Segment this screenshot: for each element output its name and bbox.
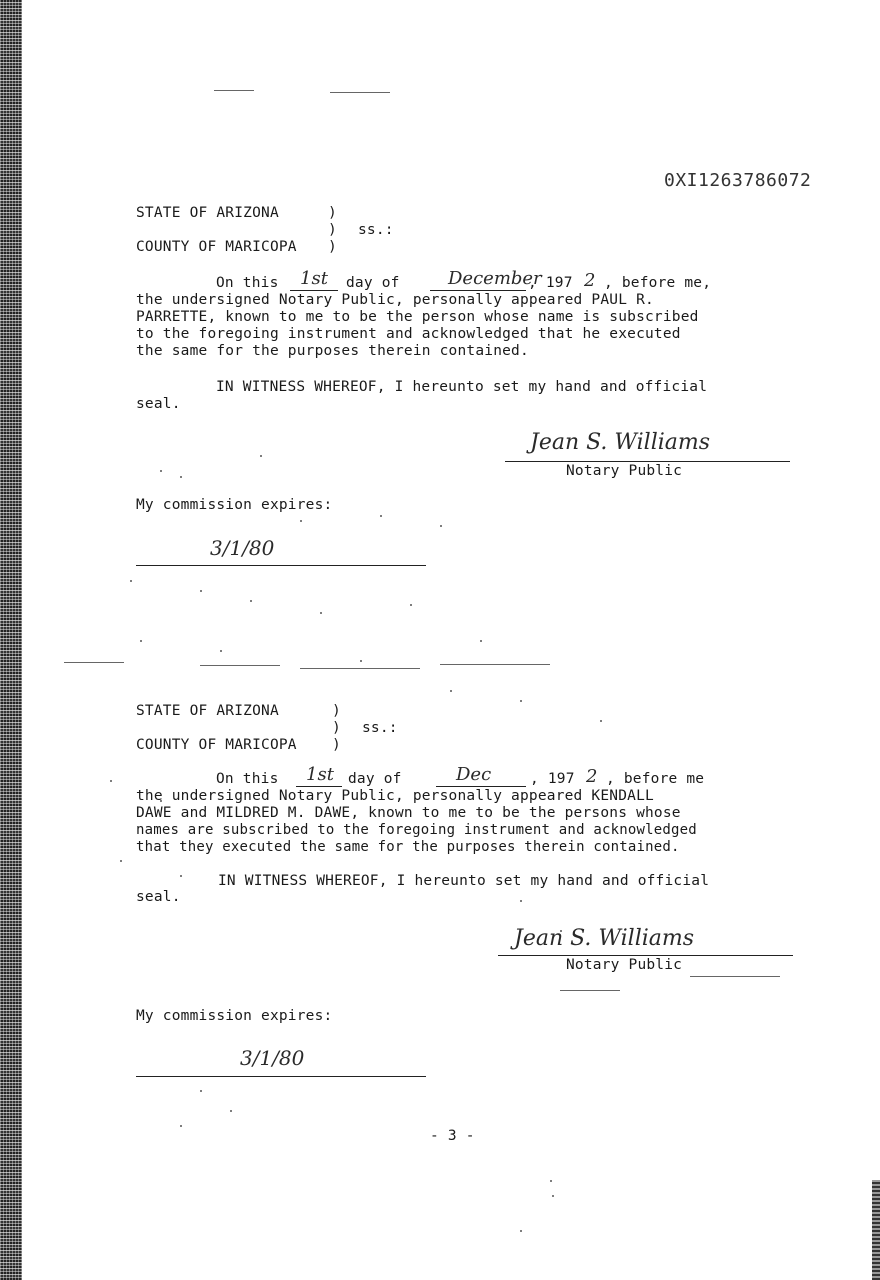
scan-mark xyxy=(64,662,124,663)
before-me-text: , before me xyxy=(606,771,705,787)
handwritten-year-digit: 2 xyxy=(584,270,596,291)
scan-mark xyxy=(300,668,420,669)
scan-mark xyxy=(330,92,390,93)
scan-mark xyxy=(440,664,550,665)
witness-text: seal. xyxy=(136,396,181,412)
commission-date: 3/1/80 xyxy=(240,1046,305,1070)
scan-edge-right xyxy=(872,1180,880,1280)
scan-edge-left xyxy=(0,0,22,1280)
fill-line xyxy=(290,290,338,291)
body-line: PARRETTE, known to me to be the person whose name is subscribed xyxy=(136,309,699,325)
witness-text: IN WITNESS WHEREOF, I hereunto set my hand and official xyxy=(216,379,708,395)
year-prefix: , 197 xyxy=(530,771,575,787)
page-number: - 3 - xyxy=(430,1128,475,1144)
body-line: the undersigned Notary Public, personally appeared PAUL R. xyxy=(136,292,654,308)
witness-text: IN WITNESS WHEREOF, I hereunto set my hand and official xyxy=(218,873,710,889)
before-me-text: , before me, xyxy=(604,275,712,291)
ss-label: ss.: xyxy=(358,222,394,238)
scan-mark xyxy=(200,665,280,666)
scan-mark xyxy=(214,90,254,91)
notary-public-label: Notary Public xyxy=(566,463,683,479)
commission-line xyxy=(136,1076,426,1077)
handwritten-month: December xyxy=(448,268,542,289)
day-of-text: day of xyxy=(348,771,402,787)
fill-line xyxy=(430,290,526,291)
year-prefix: , 197 xyxy=(528,275,573,291)
body-line: the same for the purposes therein contained. xyxy=(136,343,529,359)
commission-label: My commission expires: xyxy=(136,497,333,513)
state-label: STATE OF ARIZONA xyxy=(136,703,279,719)
state-label: STATE OF ARIZONA xyxy=(136,205,279,221)
notary-public-label: Notary Public xyxy=(566,957,683,973)
ss-label: ss.: xyxy=(362,720,398,736)
bracket: ) xyxy=(328,239,337,255)
bracket: ) xyxy=(332,737,341,753)
notary-signature: Jean S. Williams xyxy=(514,926,695,951)
body-line: names are subscribed to the foregoing instrument and acknowledged xyxy=(136,822,697,838)
county-label: COUNTY OF MARICOPA xyxy=(136,737,297,753)
handwritten-day: 1st xyxy=(300,268,328,289)
notary-signature: Jean S. Williams xyxy=(530,430,711,455)
commission-label: My commission expires: xyxy=(136,1008,333,1024)
bracket: ) xyxy=(328,205,337,221)
body-line: that they executed the same for the purposes therein contained. xyxy=(136,839,680,855)
signature-line xyxy=(505,461,790,462)
signature-line xyxy=(498,955,793,956)
document-id: 0XI1263786072 xyxy=(664,170,812,191)
fill-line xyxy=(296,786,342,787)
handwritten-day: 1st xyxy=(306,764,334,785)
county-label: COUNTY OF MARICOPA xyxy=(136,239,297,255)
handwritten-month: Dec xyxy=(456,764,492,785)
on-this-text: On this xyxy=(216,771,279,787)
body-line: DAWE and MILDRED M. DAWE, known to me to be the persons whose xyxy=(136,805,681,821)
body-line: to the foregoing instrument and acknowledged that he executed xyxy=(136,326,681,342)
commission-date: 3/1/80 xyxy=(210,536,275,560)
scan-mark xyxy=(560,990,620,991)
scan-mark xyxy=(690,976,780,977)
witness-text: seal. xyxy=(136,889,181,905)
bracket: ) xyxy=(328,222,337,238)
on-this-text: On this xyxy=(216,275,279,291)
handwritten-year-digit: 2 xyxy=(586,766,598,787)
day-of-text: day of xyxy=(346,275,400,291)
body-line: the undersigned Notary Public, personally appeared KENDALL xyxy=(136,788,654,804)
bracket: ) xyxy=(332,720,341,736)
fill-line xyxy=(436,786,526,787)
commission-line xyxy=(136,565,426,566)
bracket: ) xyxy=(332,703,341,719)
